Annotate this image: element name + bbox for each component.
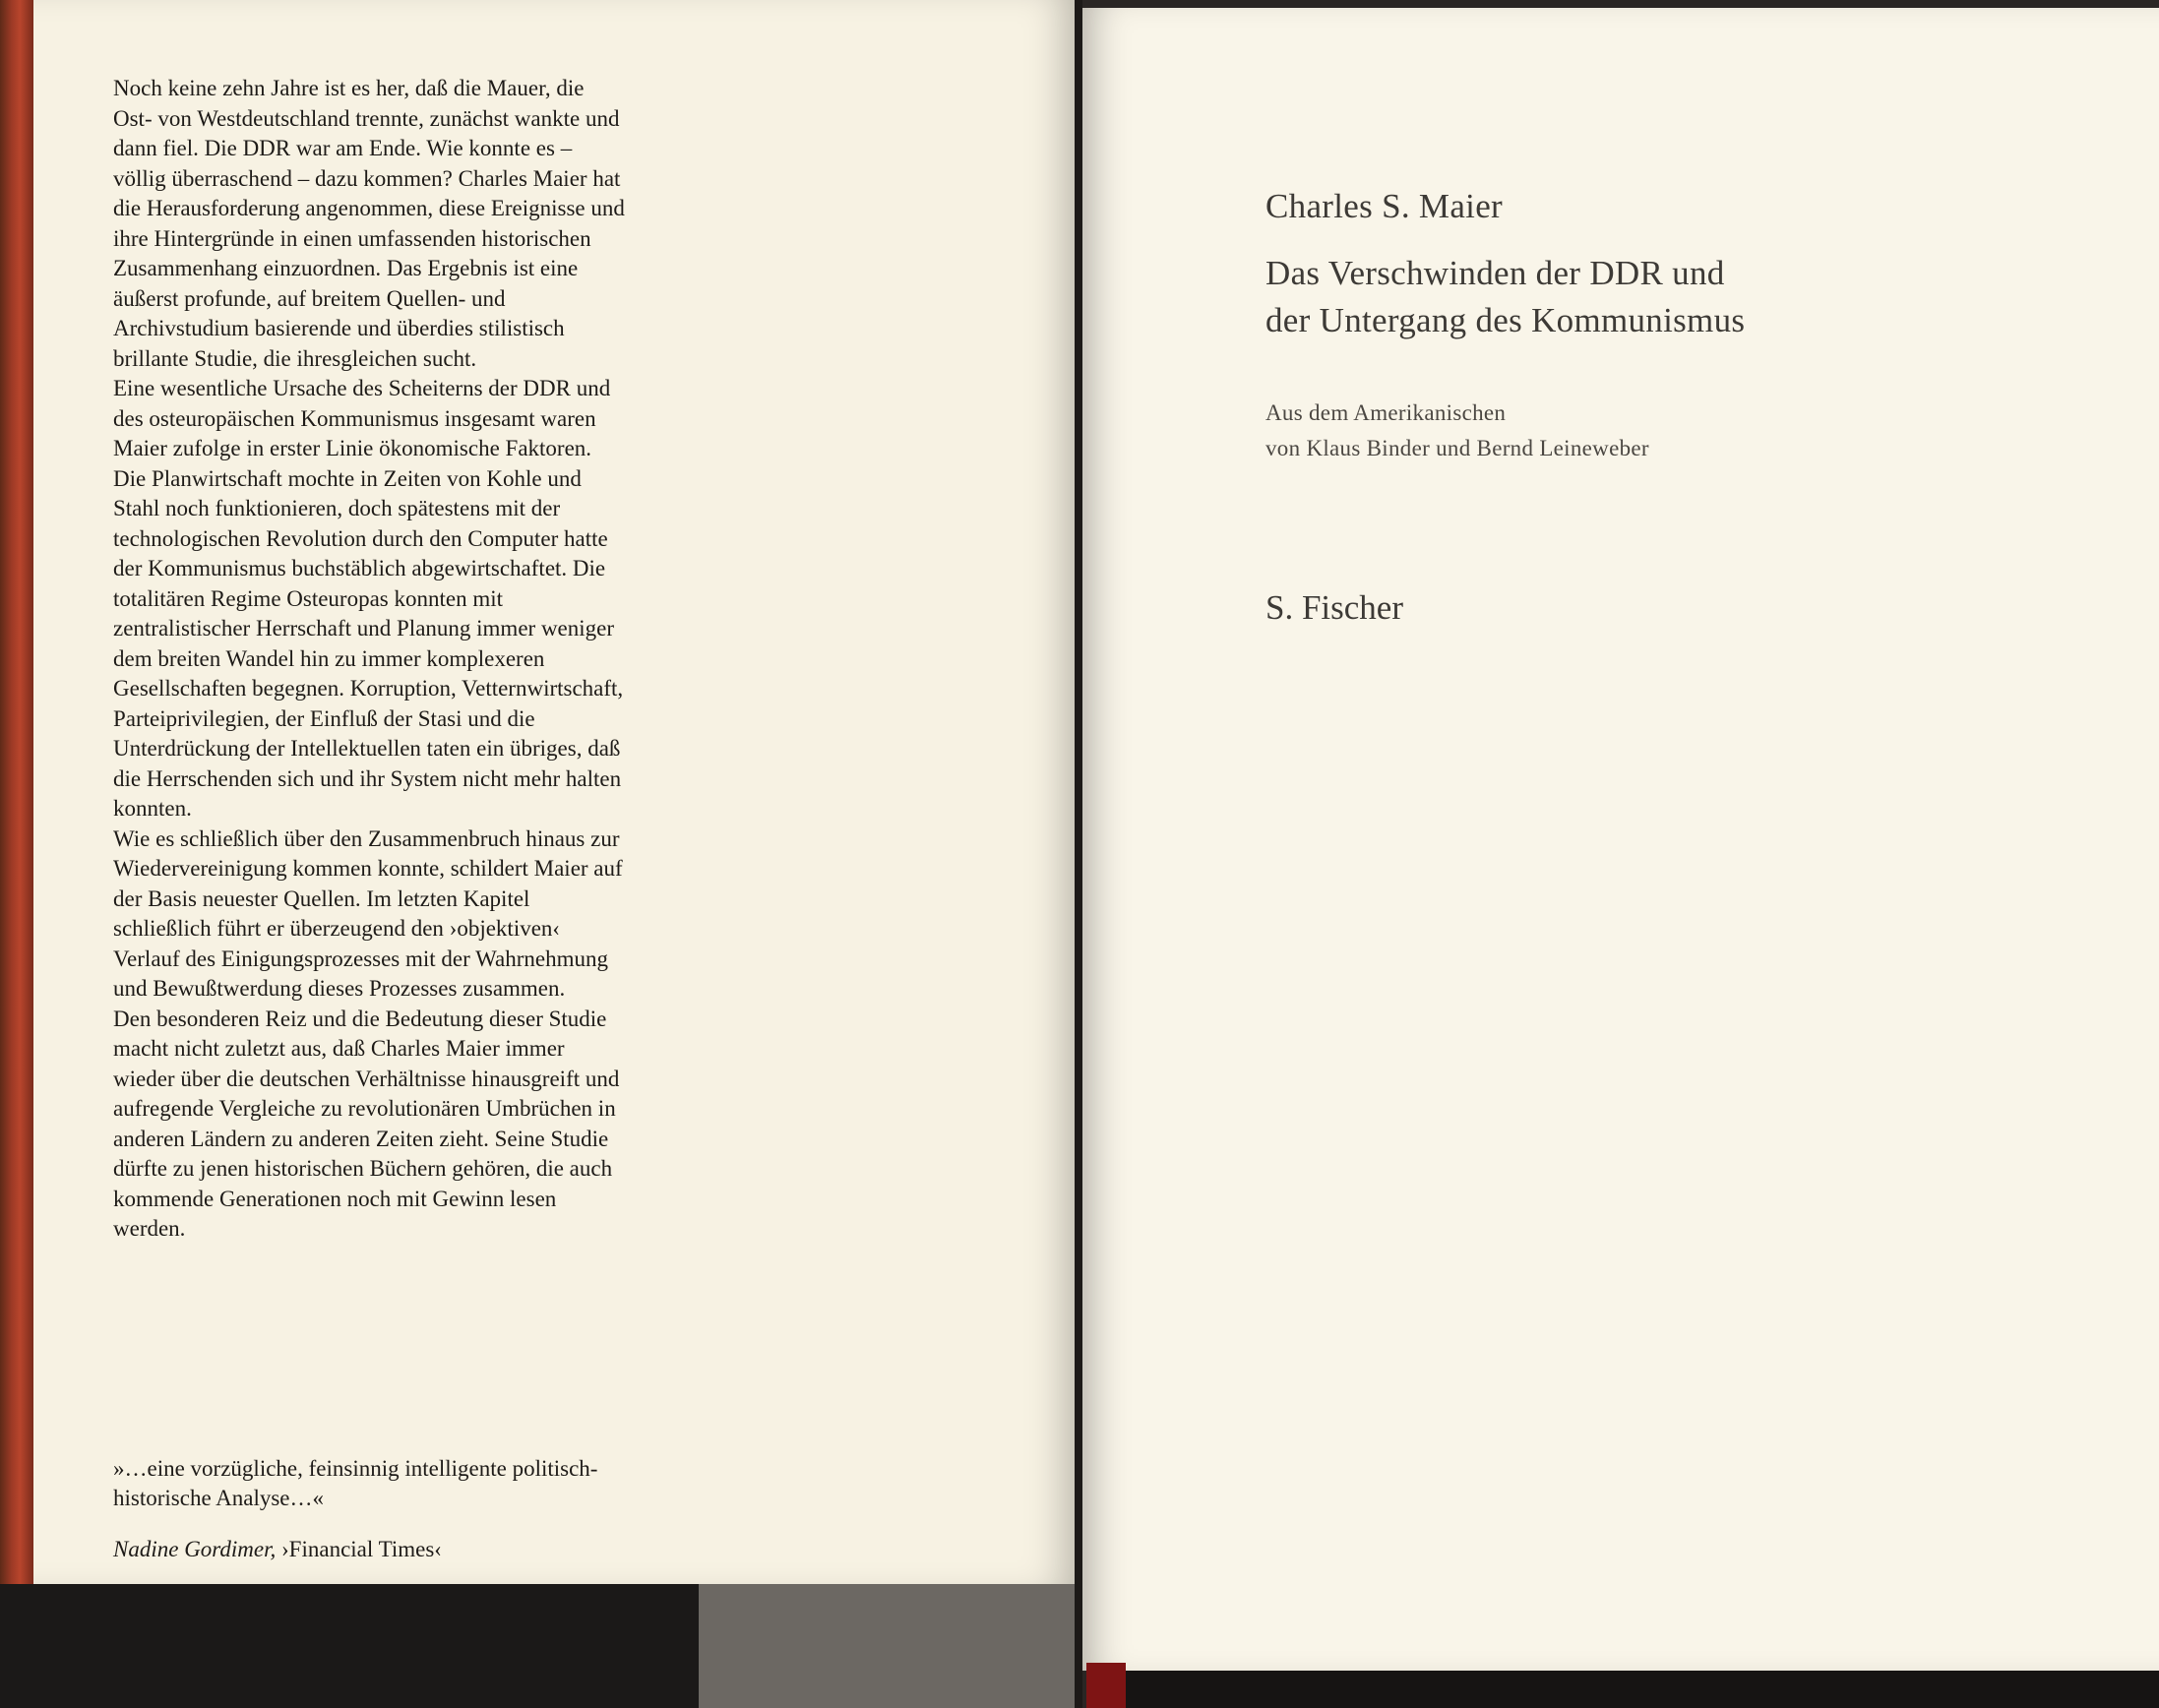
bottom-edge-dark xyxy=(1126,1671,2159,1708)
publisher-name: S. Fischer xyxy=(1265,588,1403,627)
quote-attribution xyxy=(113,1535,704,1564)
ribbon-bookmark xyxy=(1086,1663,1126,1708)
blurb-text xyxy=(113,74,625,1245)
book-cover-edge xyxy=(0,0,33,1708)
translation-line: Aus dem Amerikanischen xyxy=(1265,400,1507,425)
attribution-source: ›Financial Times‹ xyxy=(281,1537,442,1561)
book-gutter xyxy=(1075,0,1082,1708)
attribution-name: Nadine Gordimer, xyxy=(113,1537,277,1561)
blurb-paragraph: Noch keine zehn Jahre ist es her, daß die Mauer, die Ost- von Westdeutschland trennte, zunächst wankte und dann fiel. Die DDR war am Ende. Wie konnte es – völlig überraschend – dazu kommen? Charles Maier hat die Herausforderung angenommen, diese Ereignisse und ihre Hintergründe in einen umfassenden historischen Zusammenhang einzuordnen. Das Ergebnis ist eine äußerst profunde, auf breitem Quellen- und Archivstudium basierende und überdies stilistisch brillante Studie, die ihresgleichen sucht. xyxy=(113,76,625,371)
title-line: Das Verschwinden der DDR und xyxy=(1265,254,1725,292)
book-title xyxy=(1265,250,1954,344)
blurb-paragraph: Wie es schließlich über den Zusammenbruch hinaus zur Wiedervereinigung kommen konnte, schildert Maier auf der Basis neuester Quellen. Im letzten Kapitel schließlich führt er überzeugend den ›objektiven‹ Verlauf des Einigungsprozesses mit der Wahrnehmung und Bewußtwerdung dieses Prozesses zusammen. xyxy=(113,825,623,1001)
author-name: Charles S. Maier xyxy=(1265,187,1503,225)
press-quote xyxy=(113,1454,625,1513)
blurb-paragraph: Den besonderen Reiz und die Bedeutung dieser Studie macht nicht zuletzt aus, daß Charles Maier immer wieder über die deutschen Verhältnisse hinausgreift und aufregende Vergleiche zu revolutionären Umbrüchen in anderen Ländern zu anderen Zeiten zieht. Seine Studie dürfte zu jenen historischen Büchern gehören, die auch kommende Generationen noch mit Gewinn lesen werden. xyxy=(113,1006,620,1241)
bottom-band-dark xyxy=(0,1584,699,1708)
translation-line: von Klaus Binder und Bernd Leineweber xyxy=(1265,436,1649,460)
bottom-band-grey xyxy=(699,1584,1075,1708)
title-line: der Untergang des Kommunismus xyxy=(1265,301,1746,339)
quote-text: »…eine vorzügliche, feinsinnig intelligente politisch-historische Analyse…« xyxy=(113,1456,598,1510)
translation-credit xyxy=(1265,396,1954,466)
blurb-paragraph: Eine wesentliche Ursache des Scheiterns der DDR und des osteuropäischen Kommunismus insgesamt waren Maier zufolge in erster Linie ökonomische Faktoren. Die Planwirtschaft mochte in Zeiten von Kohle und Stahl noch funktionieren, doch spätestens mit der technologischen Revolution durch den Computer hatte der Kommunismus buchstäblich abgewirtschaftet. Die totalitären Regime Osteuropas konnten mit zentralistischer Herrschaft und Planung immer weniger dem breiten Wandel hin zu immer komplexeren Gesellschaften begegnen. Korruption, Vetternwirtschaft, Parteiprivilegien, der Einfluß der Stasi und die Unterdrückung der Intellektuellen taten ein übriges, daß die Herrschenden sich und ihr System nicht mehr halten konnten. xyxy=(113,376,624,821)
